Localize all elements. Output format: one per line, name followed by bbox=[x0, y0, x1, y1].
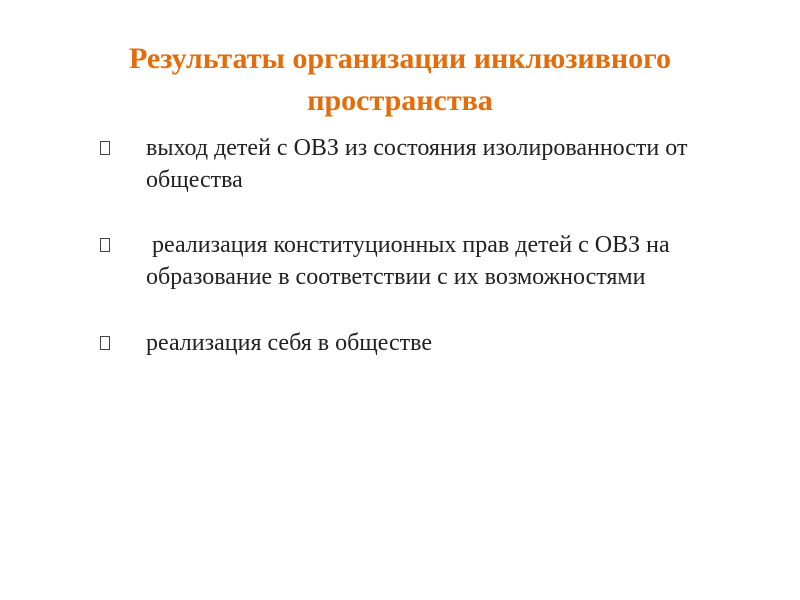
bullet-item bbox=[96, 327, 736, 359]
bullet-list bbox=[96, 132, 736, 395]
checkbox-icon bbox=[100, 336, 110, 350]
bullet-text: реализация конституционных прав детей с ОВЗ на образование в соответствии с их возможностями bbox=[146, 232, 676, 290]
bullet-item bbox=[96, 229, 736, 293]
bullet-item bbox=[96, 132, 736, 196]
bullet-text: выход детей с ОВЗ из состояния изолированности от общества bbox=[146, 135, 688, 193]
bullet-text: реализация себя в обществе bbox=[146, 330, 432, 356]
slide-title: Результаты организации инклюзивного пространства bbox=[128, 42, 672, 117]
checkbox-icon bbox=[100, 141, 110, 155]
checkbox-icon bbox=[100, 238, 110, 252]
